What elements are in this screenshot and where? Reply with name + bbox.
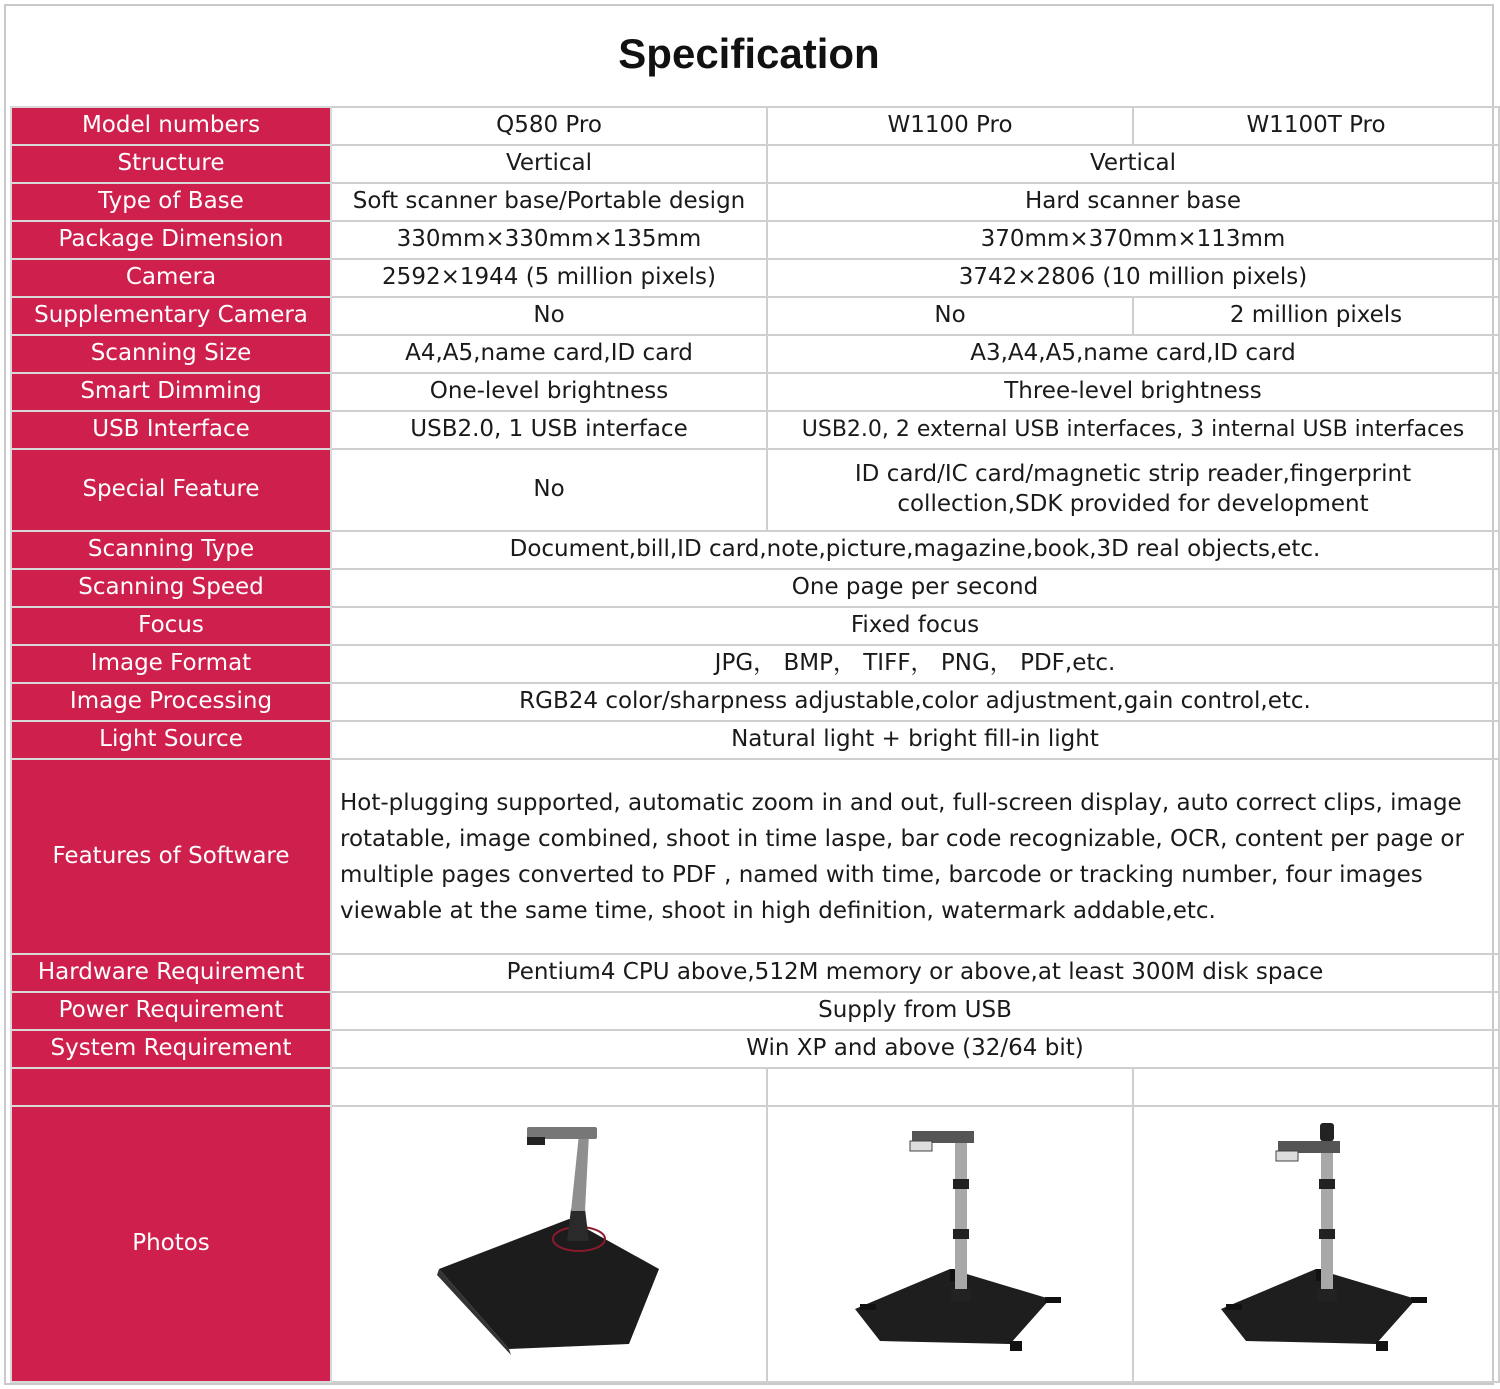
cell: USB2.0, 1 USB interface xyxy=(331,411,767,449)
cell: One-level brightness xyxy=(331,373,767,411)
row-label: Hardware Requirement xyxy=(11,954,331,992)
table-row xyxy=(11,1030,1499,1068)
cell-empty xyxy=(331,1068,767,1106)
row-label: Package Dimension xyxy=(11,221,331,259)
software-feature-line: rotatable, image combined, shoot in time laspe, bar code recognizable, OCR, content per page or xyxy=(340,825,1464,852)
special-feature-line: ID card/IC card/magnetic strip reader,fingerprint xyxy=(854,461,1412,488)
row-label-empty xyxy=(11,1068,331,1106)
table-row xyxy=(11,992,1499,1030)
cell: RGB24 color/sharpness adjustable,color adjustment,gain control,etc. xyxy=(331,683,1499,721)
software-feature-line: multiple pages converted to PDF , named with time, barcode or tracking number, four images xyxy=(340,861,1423,888)
cell: A4,A5,name card,ID card xyxy=(331,335,767,373)
cell: One page per second xyxy=(331,569,1499,607)
cell: 2592×1944 (5 million pixels) xyxy=(331,259,767,297)
row-label: Type of Base xyxy=(11,183,331,221)
row-label: Scanning Type xyxy=(11,531,331,569)
page-title: Specification xyxy=(618,30,880,77)
table-row xyxy=(11,259,1499,297)
software-feature-line: Hot-plugging supported, automatic zoom in and out, full-screen display, auto correct clips, image xyxy=(340,789,1462,816)
cell: Three-level brightness xyxy=(767,373,1499,411)
row-label: Camera xyxy=(11,259,331,297)
spec-sheet xyxy=(4,4,1494,1385)
row-label: Scanning Speed xyxy=(11,569,331,607)
cell: Soft scanner base/Portable design xyxy=(331,183,767,221)
cell: Natural light + bright fill-in light xyxy=(331,721,1499,759)
scanner-q580-image xyxy=(419,1119,679,1369)
photo-w1100 xyxy=(767,1106,1133,1382)
row-label: Supplementary Camera xyxy=(11,297,331,335)
table-row xyxy=(11,607,1499,645)
table-row xyxy=(11,221,1499,259)
row-label: Scanning Size xyxy=(11,335,331,373)
table-row xyxy=(11,683,1499,721)
cell: JPG， BMP， TIFF， PNG， PDF,etc. xyxy=(331,645,1499,683)
photo-q580 xyxy=(331,1106,767,1382)
table-row xyxy=(11,411,1499,449)
row-label: Image Processing xyxy=(11,683,331,721)
cell: 370mm×370mm×113mm xyxy=(767,221,1499,259)
cell: No xyxy=(331,449,767,531)
cell xyxy=(767,449,1499,531)
model-w1100: W1100 Pro xyxy=(767,107,1133,145)
table-row xyxy=(11,297,1499,335)
cell: 2 million pixels xyxy=(1133,297,1499,335)
table-row xyxy=(11,1106,1499,1382)
scanner-w1100t-image xyxy=(1186,1119,1446,1369)
table-row xyxy=(11,183,1499,221)
table-row xyxy=(11,107,1499,145)
table-row xyxy=(11,531,1499,569)
row-label: Structure xyxy=(11,145,331,183)
model-q580: Q580 Pro xyxy=(331,107,767,145)
row-label: Light Source xyxy=(11,721,331,759)
cell: Fixed focus xyxy=(331,607,1499,645)
cell: No xyxy=(331,297,767,335)
cell-empty xyxy=(767,1068,1133,1106)
cell: 3742×2806 (10 million pixels) xyxy=(767,259,1499,297)
table-row xyxy=(11,954,1499,992)
row-label: USB Interface xyxy=(11,411,331,449)
table-row xyxy=(11,721,1499,759)
cell: USB2.0, 2 external USB interfaces, 3 internal USB interfaces xyxy=(767,411,1499,449)
row-label: Features of Software xyxy=(11,759,331,954)
cell: Document,bill,ID card,note,picture,magazine,book,3D real objects,etc. xyxy=(331,531,1499,569)
row-label: Power Requirement xyxy=(11,992,331,1030)
row-label: System Requirement xyxy=(11,1030,331,1068)
cell: Win XP and above (32/64 bit) xyxy=(331,1030,1499,1068)
cell-empty xyxy=(1133,1068,1499,1106)
table-row xyxy=(11,335,1499,373)
cell: No xyxy=(767,297,1133,335)
special-feature-line: collection,SDK provided for development xyxy=(897,491,1369,517)
model-w1100t: W1100T Pro xyxy=(1133,107,1499,145)
scanner-w1100-image xyxy=(820,1119,1080,1369)
cell: Supply from USB xyxy=(331,992,1499,1030)
cell: 330mm×330mm×135mm xyxy=(331,221,767,259)
row-label: Model numbers xyxy=(11,107,331,145)
table-row xyxy=(11,449,1499,531)
table-row xyxy=(11,373,1499,411)
cell: Vertical xyxy=(331,145,767,183)
row-label: Photos xyxy=(11,1106,331,1382)
row-label: Special Feature xyxy=(11,449,331,531)
software-feature-line: viewable at the same time, shoot in high definition, watermark addable,etc. xyxy=(340,897,1216,924)
row-label: Smart Dimming xyxy=(11,373,331,411)
table-row xyxy=(11,645,1499,683)
table-row xyxy=(11,759,1499,954)
cell: Hard scanner base xyxy=(767,183,1499,221)
software-features xyxy=(331,759,1499,954)
table-row xyxy=(11,1068,1499,1106)
cell: Vertical xyxy=(767,145,1499,183)
spec-table xyxy=(10,106,1500,1383)
row-label: Image Format xyxy=(11,645,331,683)
cell: A3,A4,A5,name card,ID card xyxy=(767,335,1499,373)
table-row xyxy=(11,145,1499,183)
row-label: Focus xyxy=(11,607,331,645)
cell: Pentium4 CPU above,512M memory or above,at least 300M disk space xyxy=(331,954,1499,992)
table-row xyxy=(11,569,1499,607)
photo-w1100t xyxy=(1133,1106,1499,1382)
